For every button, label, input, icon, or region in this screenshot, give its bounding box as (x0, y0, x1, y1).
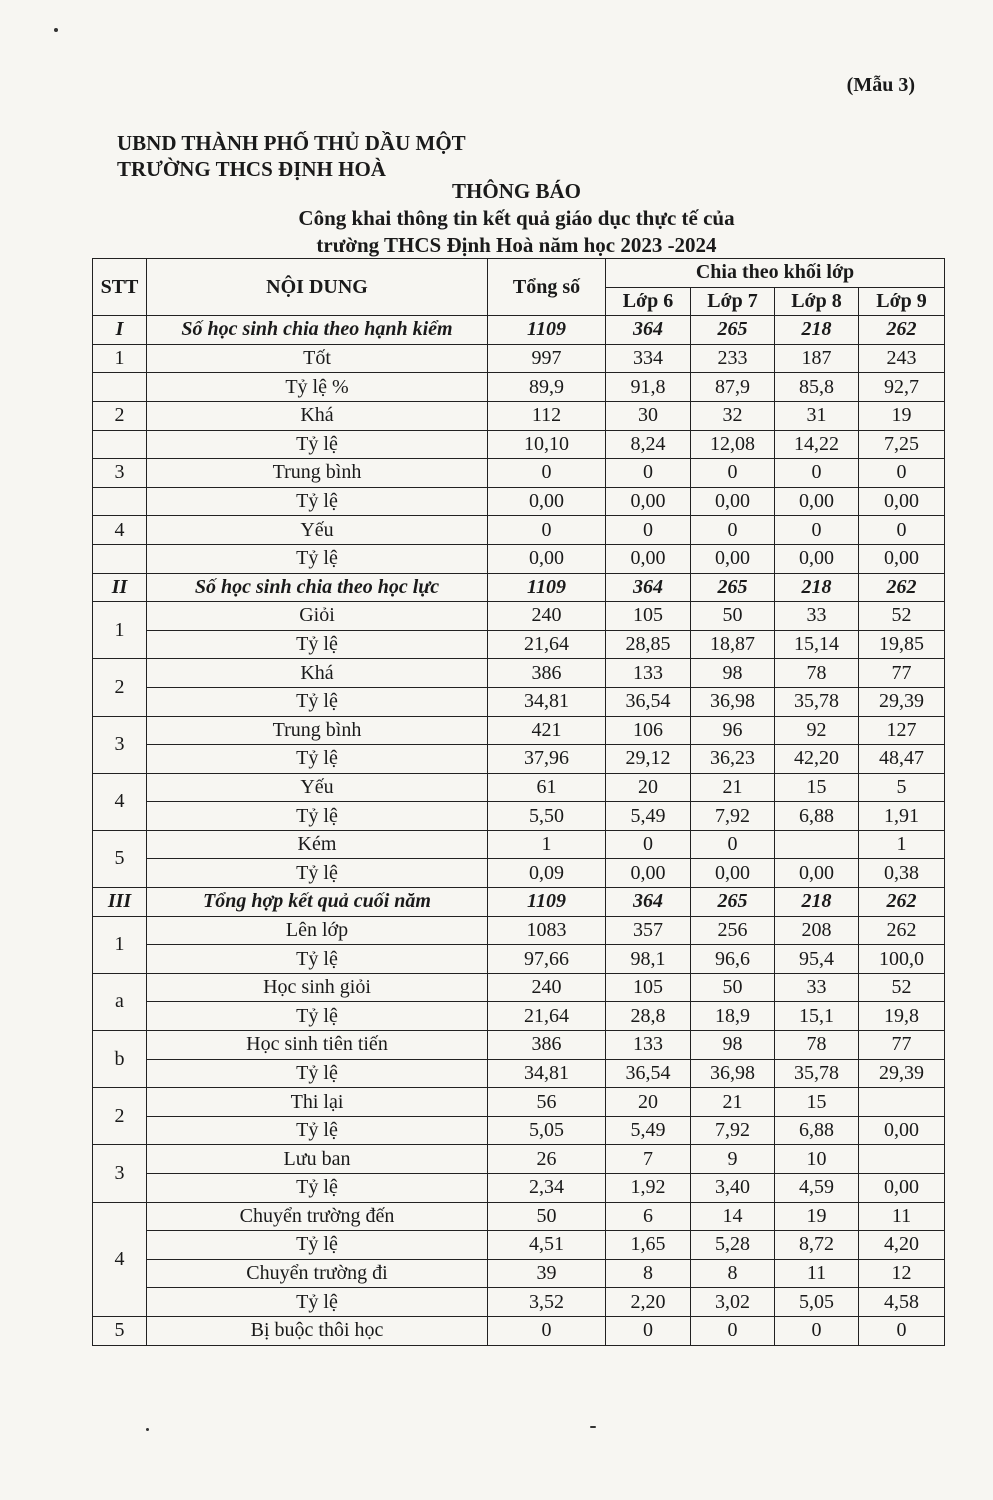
row-total: 1109 (488, 573, 606, 602)
row-grade-7: 0,00 (691, 859, 775, 888)
table-row (93, 716, 945, 745)
row-total: 997 (488, 344, 606, 373)
results-table (92, 258, 945, 1346)
row-grade-6: 0,00 (606, 859, 691, 888)
row-total: 61 (488, 773, 606, 802)
row-content: Tỷ lệ (147, 859, 488, 888)
row-content: Số học sinh chia theo học lực (147, 573, 488, 602)
row-total: 10,10 (488, 430, 606, 459)
table-row (93, 916, 945, 945)
row-stt: III (93, 888, 147, 917)
row-grade-8 (775, 830, 859, 859)
row-grade-7: 0 (691, 1316, 775, 1345)
row-grade-9: 0,00 (859, 544, 945, 573)
row-content: Tỷ lệ (147, 1002, 488, 1031)
row-grade-6: 334 (606, 344, 691, 373)
row-content: Trung bình (147, 716, 488, 745)
row-grade-7: 14 (691, 1202, 775, 1231)
row-total: 0,09 (488, 859, 606, 888)
row-grade-8: 4,59 (775, 1174, 859, 1203)
row-grade-6: 364 (606, 573, 691, 602)
row-grade-8: 218 (775, 573, 859, 602)
row-grade-7: 18,87 (691, 630, 775, 659)
row-grade-9: 11 (859, 1202, 945, 1231)
table-row (93, 1088, 945, 1117)
row-grade-7: 98 (691, 659, 775, 688)
row-grade-6: 133 (606, 1031, 691, 1060)
row-grade-9: 4,58 (859, 1288, 945, 1317)
row-grade-9: 19,8 (859, 1002, 945, 1031)
row-content: Yếu (147, 773, 488, 802)
row-total: 89,9 (488, 373, 606, 402)
row-content: Tỷ lệ (147, 630, 488, 659)
row-content: Thi lại (147, 1088, 488, 1117)
row-content: Kém (147, 830, 488, 859)
row-grade-9: 52 (859, 602, 945, 631)
row-grade-6: 364 (606, 888, 691, 917)
row-grade-6: 105 (606, 602, 691, 631)
row-content: Tỷ lệ (147, 544, 488, 573)
table-row (93, 544, 945, 573)
org-line-1: UBND THÀNH PHỐ THỦ DẦU MỘT (117, 131, 466, 155)
row-total: 21,64 (488, 630, 606, 659)
row-grade-8: 0,00 (775, 544, 859, 573)
row-grade-8: 0,00 (775, 487, 859, 516)
row-grade-9: 29,39 (859, 1059, 945, 1088)
table-row (93, 1259, 945, 1288)
row-grade-8: 6,88 (775, 802, 859, 831)
row-grade-6: 30 (606, 401, 691, 430)
row-total: 2,34 (488, 1174, 606, 1203)
row-grade-9: 0,00 (859, 487, 945, 516)
row-total: 5,50 (488, 802, 606, 831)
row-grade-9: 92,7 (859, 373, 945, 402)
row-grade-8: 0 (775, 516, 859, 545)
row-grade-9: 127 (859, 716, 945, 745)
row-stt: 1 (93, 916, 147, 973)
row-total: 50 (488, 1202, 606, 1231)
row-grade-9: 77 (859, 1031, 945, 1060)
row-stt: 2 (93, 401, 147, 430)
row-content: Tỷ lệ (147, 687, 488, 716)
row-total: 3,52 (488, 1288, 606, 1317)
row-grade-9: 19,85 (859, 630, 945, 659)
row-grade-6: 36,54 (606, 1059, 691, 1088)
row-content: Khá (147, 659, 488, 688)
table-row (93, 802, 945, 831)
row-stt: 4 (93, 773, 147, 830)
row-content: Giỏi (147, 602, 488, 631)
row-grade-7: 7,92 (691, 802, 775, 831)
row-stt: 1 (93, 602, 147, 659)
row-total: 386 (488, 659, 606, 688)
row-grade-8: 42,20 (775, 745, 859, 774)
row-grade-8: 0 (775, 1316, 859, 1345)
row-total: 0 (488, 516, 606, 545)
row-grade-7: 3,02 (691, 1288, 775, 1317)
row-grade-6: 0 (606, 459, 691, 488)
row-content: Tỷ lệ (147, 1116, 488, 1145)
row-grade-9: 243 (859, 344, 945, 373)
row-grade-9: 262 (859, 888, 945, 917)
scan-speck (590, 1426, 596, 1428)
table-row (93, 1059, 945, 1088)
table-row (93, 487, 945, 516)
form-code: (Mẫu 3) (846, 74, 915, 96)
row-grade-8: 15,14 (775, 630, 859, 659)
row-grade-7: 0 (691, 459, 775, 488)
row-total: 34,81 (488, 1059, 606, 1088)
row-grade-7: 0 (691, 516, 775, 545)
table-row (93, 687, 945, 716)
row-grade-8: 0 (775, 459, 859, 488)
row-grade-9: 77 (859, 659, 945, 688)
row-grade-9: 100,0 (859, 945, 945, 974)
scan-speck (146, 1428, 149, 1431)
header-grade-9: Lớp 9 (859, 287, 945, 316)
row-total: 37,96 (488, 745, 606, 774)
row-grade-6: 29,12 (606, 745, 691, 774)
header-grade-6: Lớp 6 (606, 287, 691, 316)
row-grade-7: 36,23 (691, 745, 775, 774)
row-stt: 2 (93, 659, 147, 716)
row-grade-9: 48,47 (859, 745, 945, 774)
row-content: Tốt (147, 344, 488, 373)
row-grade-7: 36,98 (691, 687, 775, 716)
row-grade-6: 1,92 (606, 1174, 691, 1203)
row-grade-7: 50 (691, 973, 775, 1002)
row-stt: 4 (93, 516, 147, 545)
row-content: Tỷ lệ (147, 802, 488, 831)
row-grade-9: 5 (859, 773, 945, 802)
row-grade-8: 15,1 (775, 1002, 859, 1031)
row-grade-6: 6 (606, 1202, 691, 1231)
row-content: Tỷ lệ (147, 1288, 488, 1317)
header-row (93, 259, 945, 288)
row-grade-7: 0 (691, 830, 775, 859)
row-grade-7: 21 (691, 773, 775, 802)
row-grade-8: 33 (775, 602, 859, 631)
row-grade-7: 12,08 (691, 430, 775, 459)
row-grade-8: 95,4 (775, 945, 859, 974)
row-grade-7: 32 (691, 401, 775, 430)
row-grade-6: 91,8 (606, 373, 691, 402)
row-grade-8: 0,00 (775, 859, 859, 888)
row-grade-8: 11 (775, 1259, 859, 1288)
row-grade-6: 1,65 (606, 1231, 691, 1260)
row-content: Chuyển trường đi (147, 1259, 488, 1288)
row-stt: 5 (93, 830, 147, 887)
table-row (93, 1288, 945, 1317)
row-grade-6: 28,8 (606, 1002, 691, 1031)
row-grade-8: 218 (775, 888, 859, 917)
row-grade-7: 96 (691, 716, 775, 745)
table-row (93, 459, 945, 488)
table-row (93, 1116, 945, 1145)
row-stt (93, 373, 147, 402)
row-stt: II (93, 573, 147, 602)
row-grade-8: 78 (775, 659, 859, 688)
row-grade-8: 35,78 (775, 687, 859, 716)
row-total: 39 (488, 1259, 606, 1288)
document-subtitle-2: trường THCS Định Hoà năm học 2023 -2024 (316, 233, 717, 257)
row-content: Tỷ lệ (147, 945, 488, 974)
row-content: Tỷ lệ (147, 1231, 488, 1260)
scan-speck (54, 28, 58, 32)
row-grade-8: 6,88 (775, 1116, 859, 1145)
row-grade-7: 18,9 (691, 1002, 775, 1031)
row-grade-7: 265 (691, 573, 775, 602)
row-grade-8: 5,05 (775, 1288, 859, 1317)
row-grade-9: 29,39 (859, 687, 945, 716)
row-grade-8: 31 (775, 401, 859, 430)
row-grade-8: 218 (775, 316, 859, 345)
row-grade-9: 52 (859, 973, 945, 1002)
row-stt: 1 (93, 344, 147, 373)
row-stt: 3 (93, 716, 147, 773)
row-grade-9: 262 (859, 316, 945, 345)
row-total: 0,00 (488, 544, 606, 573)
row-grade-9: 7,25 (859, 430, 945, 459)
row-grade-6: 0,00 (606, 544, 691, 573)
row-stt: 4 (93, 1202, 147, 1316)
row-content: Trung bình (147, 459, 488, 488)
table-row (93, 1145, 945, 1174)
row-grade-7: 0,00 (691, 544, 775, 573)
row-grade-9: 1,91 (859, 802, 945, 831)
row-stt (93, 544, 147, 573)
row-grade-8: 10 (775, 1145, 859, 1174)
row-total: 56 (488, 1088, 606, 1117)
row-stt (93, 487, 147, 516)
document-subtitle: Công khai thông tin kết quả giáo dục thực tế của (298, 206, 735, 230)
row-grade-6: 0 (606, 516, 691, 545)
row-grade-7: 9 (691, 1145, 775, 1174)
row-total: 97,66 (488, 945, 606, 974)
issuing-organization (117, 130, 466, 182)
header-grade-8: Lớp 8 (775, 287, 859, 316)
table-row (93, 945, 945, 974)
table-row (93, 516, 945, 545)
row-grade-6: 20 (606, 1088, 691, 1117)
row-grade-7: 3,40 (691, 1174, 775, 1203)
row-grade-9: 19 (859, 401, 945, 430)
row-grade-7: 5,28 (691, 1231, 775, 1260)
row-grade-7: 8 (691, 1259, 775, 1288)
header-grade-group: Chia theo khối lớp (606, 259, 945, 288)
row-content: Khá (147, 401, 488, 430)
row-grade-7: 36,98 (691, 1059, 775, 1088)
table-row (93, 630, 945, 659)
row-grade-9: 0,00 (859, 1116, 945, 1145)
row-grade-6: 2,20 (606, 1288, 691, 1317)
document-heading (0, 178, 993, 259)
header-stt: STT (93, 259, 147, 316)
row-grade-6: 98,1 (606, 945, 691, 974)
row-total: 386 (488, 1031, 606, 1060)
row-grade-7: 50 (691, 602, 775, 631)
row-total: 240 (488, 602, 606, 631)
row-grade-8: 85,8 (775, 373, 859, 402)
row-total: 26 (488, 1145, 606, 1174)
row-grade-8: 15 (775, 773, 859, 802)
row-grade-8: 35,78 (775, 1059, 859, 1088)
row-total: 5,05 (488, 1116, 606, 1145)
table-row (93, 888, 945, 917)
row-grade-8: 187 (775, 344, 859, 373)
table-row (93, 1316, 945, 1345)
row-content: Lưu ban (147, 1145, 488, 1174)
row-grade-9: 0 (859, 516, 945, 545)
row-grade-8: 92 (775, 716, 859, 745)
row-content: Tỷ lệ (147, 1174, 488, 1203)
row-grade-9: 0 (859, 1316, 945, 1345)
row-content: Yếu (147, 516, 488, 545)
row-total: 0,00 (488, 487, 606, 516)
table-row (93, 1031, 945, 1060)
row-grade-6: 0 (606, 1316, 691, 1345)
row-content: Tỷ lệ (147, 430, 488, 459)
table-row (93, 659, 945, 688)
row-content: Học sinh tiên tiến (147, 1031, 488, 1060)
row-total: 1109 (488, 316, 606, 345)
row-grade-7: 265 (691, 316, 775, 345)
row-stt: 3 (93, 1145, 147, 1202)
row-grade-9 (859, 1145, 945, 1174)
row-content: Chuyển trường đến (147, 1202, 488, 1231)
row-stt (93, 430, 147, 459)
row-content: Bị buộc thôi học (147, 1316, 488, 1345)
row-total: 4,51 (488, 1231, 606, 1260)
row-grade-6: 8,24 (606, 430, 691, 459)
row-grade-7: 265 (691, 888, 775, 917)
row-grade-7: 87,9 (691, 373, 775, 402)
row-grade-6: 357 (606, 916, 691, 945)
table-row (93, 573, 945, 602)
row-total: 112 (488, 401, 606, 430)
row-grade-6: 7 (606, 1145, 691, 1174)
row-grade-6: 36,54 (606, 687, 691, 716)
row-grade-8: 14,22 (775, 430, 859, 459)
header-content: NỘI DUNG (147, 259, 488, 316)
row-total: 1083 (488, 916, 606, 945)
row-grade-7: 96,6 (691, 945, 775, 974)
row-grade-7: 21 (691, 1088, 775, 1117)
table-row (93, 1174, 945, 1203)
table-row (93, 1202, 945, 1231)
table-row (93, 430, 945, 459)
row-grade-7: 0,00 (691, 487, 775, 516)
row-stt: 3 (93, 459, 147, 488)
table-row (93, 773, 945, 802)
table-row (93, 373, 945, 402)
row-grade-8: 208 (775, 916, 859, 945)
row-grade-9: 1 (859, 830, 945, 859)
table-row (93, 1002, 945, 1031)
row-grade-6: 5,49 (606, 1116, 691, 1145)
row-grade-9: 0,38 (859, 859, 945, 888)
row-total: 34,81 (488, 687, 606, 716)
row-grade-9: 4,20 (859, 1231, 945, 1260)
row-stt: I (93, 316, 147, 345)
row-grade-8: 19 (775, 1202, 859, 1231)
header-grade-7: Lớp 7 (691, 287, 775, 316)
row-stt: 2 (93, 1088, 147, 1145)
row-grade-9: 0 (859, 459, 945, 488)
table-row (93, 344, 945, 373)
row-total: 1 (488, 830, 606, 859)
row-grade-8: 78 (775, 1031, 859, 1060)
document-title: THÔNG BÁO (452, 179, 581, 203)
row-grade-6: 364 (606, 316, 691, 345)
row-grade-7: 98 (691, 1031, 775, 1060)
org-line-2: TRƯỜNG THCS ĐỊNH HOÀ (117, 157, 386, 181)
table-row (93, 401, 945, 430)
header-total: Tổng số (488, 259, 606, 316)
row-total: 1109 (488, 888, 606, 917)
row-grade-8: 33 (775, 973, 859, 1002)
row-content: Tỷ lệ (147, 1059, 488, 1088)
table-row (93, 973, 945, 1002)
row-grade-6: 8 (606, 1259, 691, 1288)
row-content: Lên lớp (147, 916, 488, 945)
row-grade-9: 0,00 (859, 1174, 945, 1203)
table-row (93, 1231, 945, 1260)
row-content: Tỷ lệ (147, 745, 488, 774)
row-total: 240 (488, 973, 606, 1002)
row-grade-9: 262 (859, 573, 945, 602)
row-total: 0 (488, 1316, 606, 1345)
table-row (93, 316, 945, 345)
row-grade-6: 5,49 (606, 802, 691, 831)
row-total: 21,64 (488, 1002, 606, 1031)
row-stt: a (93, 973, 147, 1030)
row-grade-7: 233 (691, 344, 775, 373)
row-grade-6: 106 (606, 716, 691, 745)
row-grade-9: 12 (859, 1259, 945, 1288)
row-total: 421 (488, 716, 606, 745)
row-content: Tỷ lệ % (147, 373, 488, 402)
row-stt: b (93, 1031, 147, 1088)
table-body (93, 316, 945, 1345)
row-grade-6: 20 (606, 773, 691, 802)
row-grade-9 (859, 1088, 945, 1117)
row-grade-6: 28,85 (606, 630, 691, 659)
row-grade-8: 15 (775, 1088, 859, 1117)
row-total: 0 (488, 459, 606, 488)
row-content: Tỷ lệ (147, 487, 488, 516)
table-row (93, 602, 945, 631)
table-row (93, 830, 945, 859)
row-grade-8: 8,72 (775, 1231, 859, 1260)
row-content: Tổng hợp kết quả cuối năm (147, 888, 488, 917)
row-grade-9: 262 (859, 916, 945, 945)
row-grade-6: 133 (606, 659, 691, 688)
row-content: Học sinh giỏi (147, 973, 488, 1002)
row-content: Số học sinh chia theo hạnh kiểm (147, 316, 488, 345)
table-row (93, 859, 945, 888)
row-grade-7: 256 (691, 916, 775, 945)
row-grade-6: 105 (606, 973, 691, 1002)
row-grade-7: 7,92 (691, 1116, 775, 1145)
row-grade-6: 0,00 (606, 487, 691, 516)
row-grade-6: 0 (606, 830, 691, 859)
row-stt: 5 (93, 1316, 147, 1345)
table-row (93, 745, 945, 774)
